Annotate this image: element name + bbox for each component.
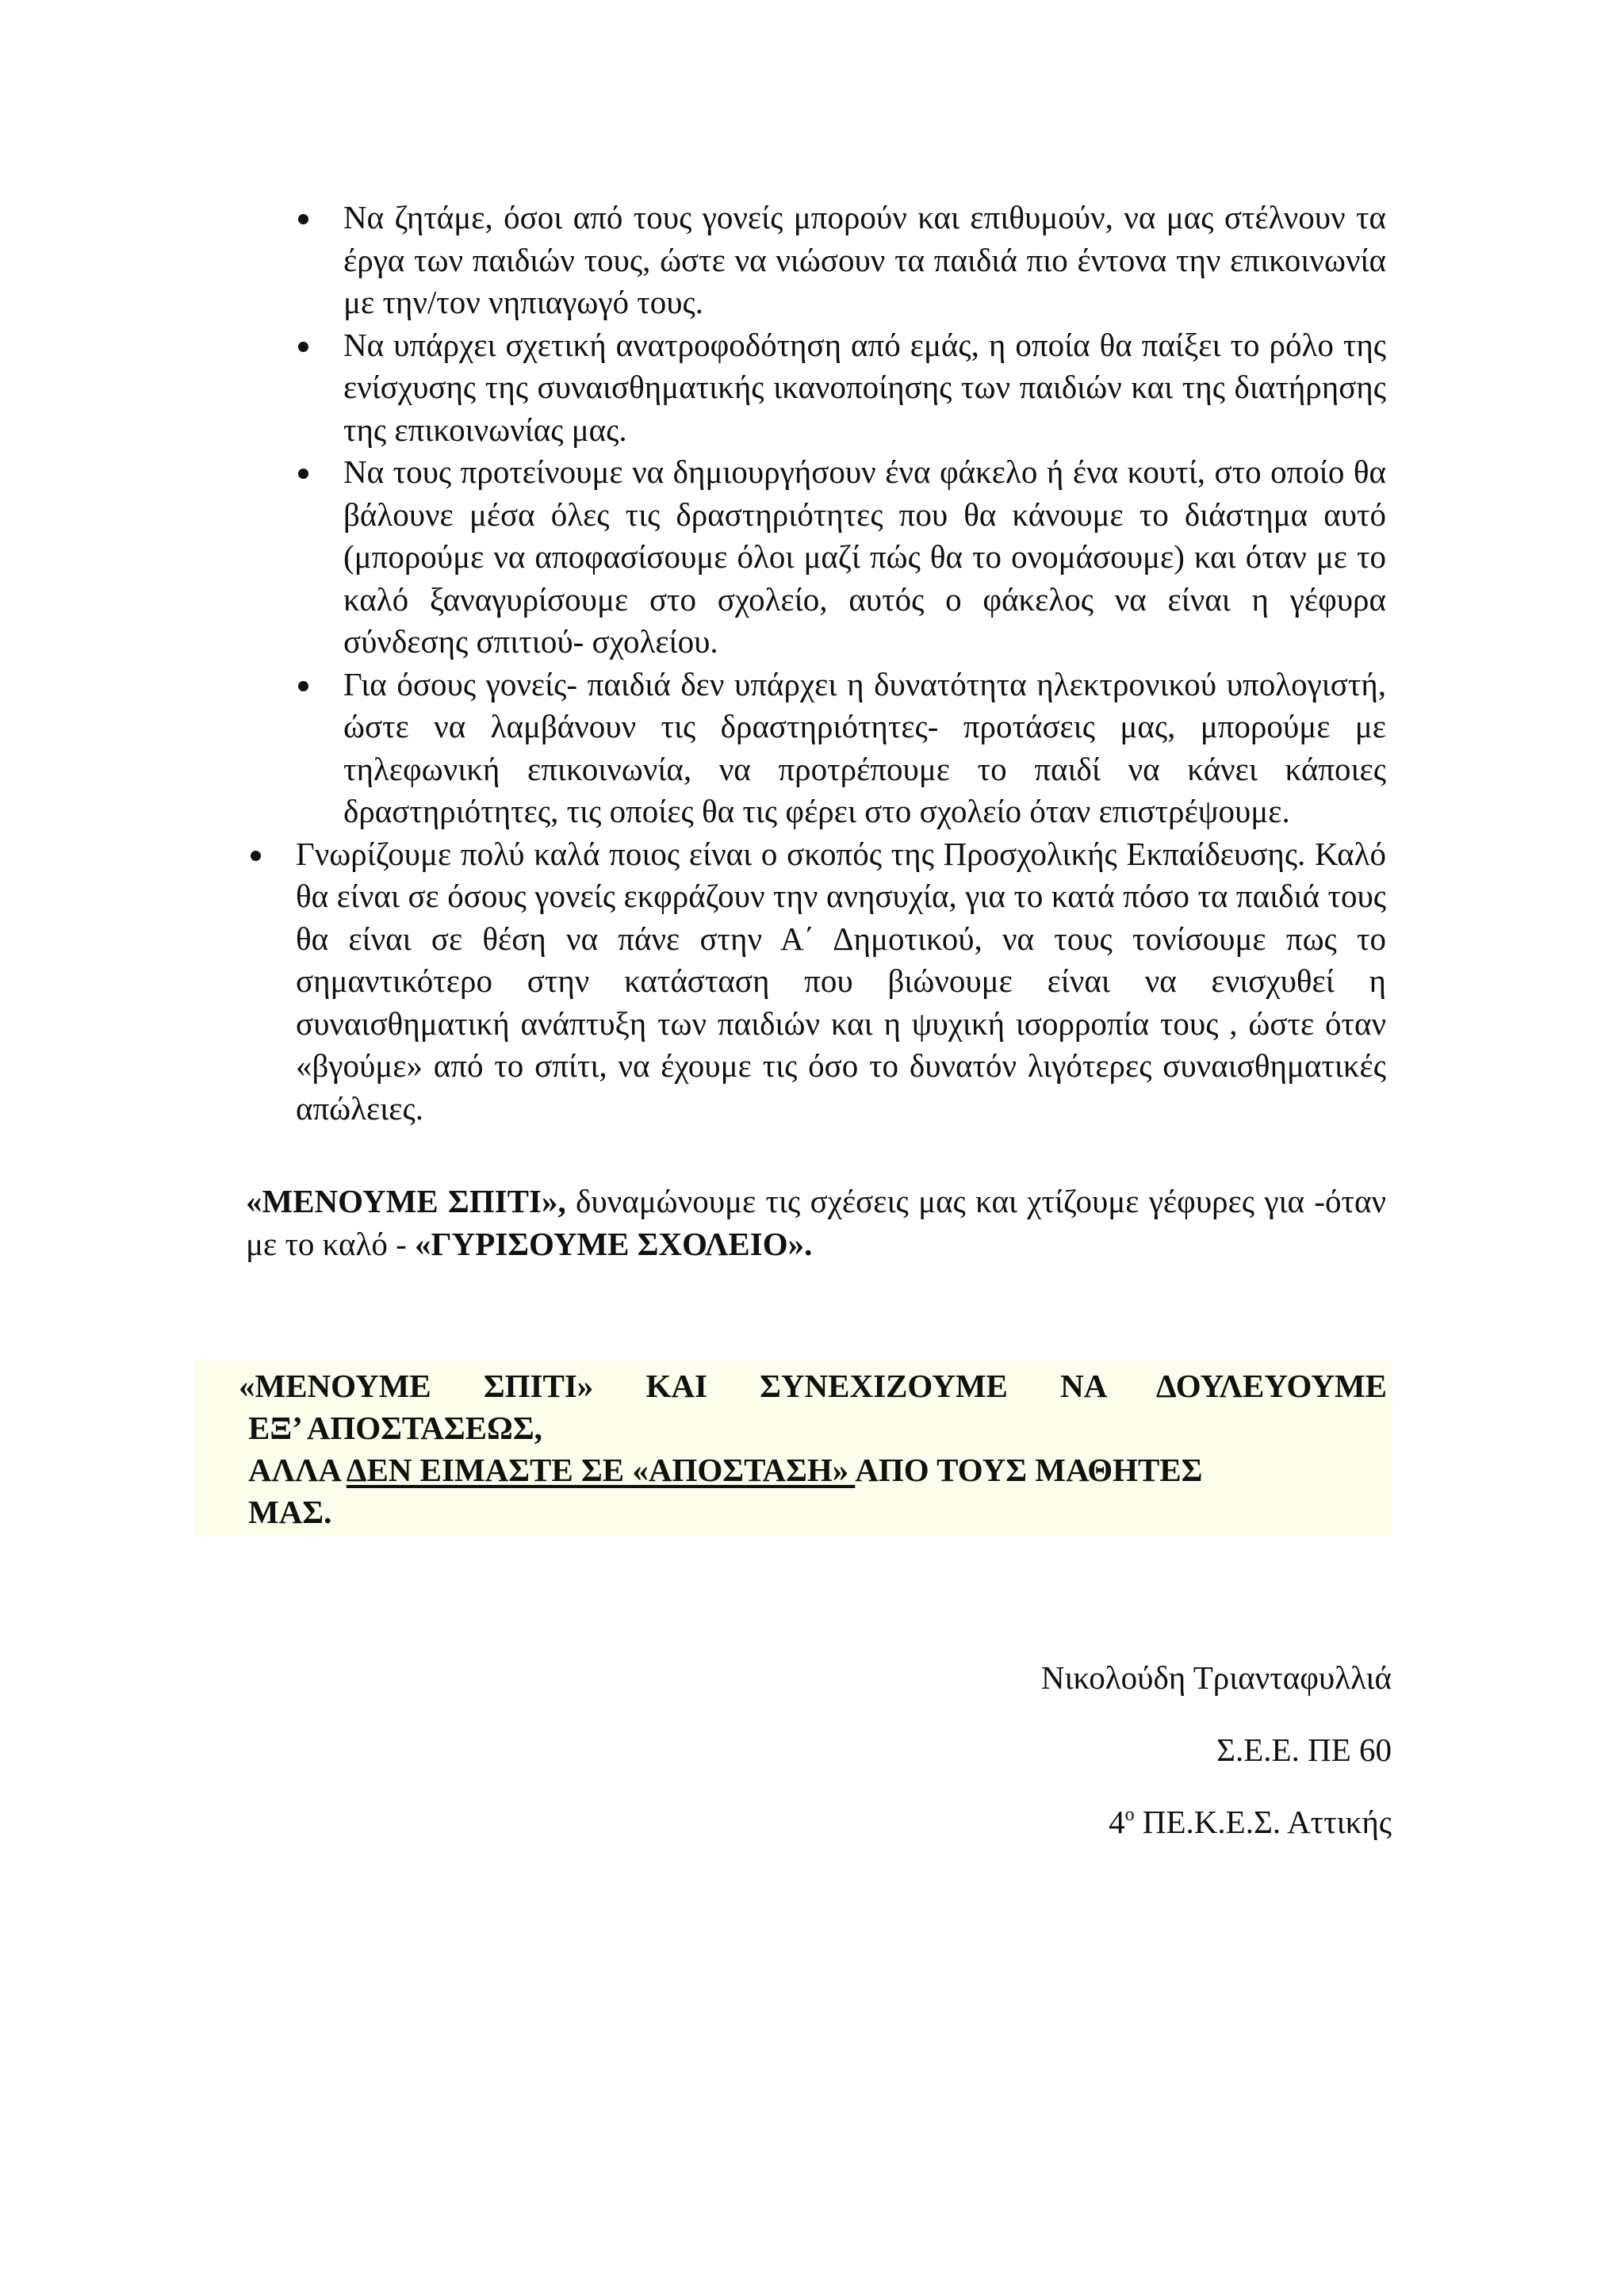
list-item [246,197,1386,324]
list-item [246,324,1386,452]
banner-line-1: «ΜΕΝΟΥΜΕ ΣΠΙΤΙ» ΚΑΙ ΣΥΝΕΧΙΖΟΥΜΕ ΝΑ ΔΟΥΛΕΥΟΥΜΕ [239,1368,1387,1404]
list-item [246,451,1386,664]
signature-block [1041,1657,1392,1873]
bullet-icon [298,214,308,224]
closing-bold-start: «ΜΕΝΟΥΜΕ ΣΠΙΤΙ», [246,1183,566,1219]
bullet-list [246,197,1386,1130]
signature-title: Σ.Ε.Ε. ΠΕ 60 [1216,1732,1392,1768]
banner-line-3-end: ΑΠΟ ΤΟΥΣ ΜΑΘΗΤΕΣ [855,1452,1203,1488]
banner-line-3-start: ΑΛΛΑ [248,1452,347,1488]
list-item [246,833,1386,1131]
signature-org-number: 4 [1109,1804,1125,1840]
signature-org-name: ΠΕ.Κ.Ε.Σ. Αττικής [1134,1804,1392,1840]
signature-organization [1041,1801,1392,1843]
banner-underlined-text: ΔΕΝ ΕΙΜΑΣΤΕ ΣΕ «ΑΠΟΣΤΑΣΗ» [346,1452,856,1488]
list-item-text: Γνωρίζουμε πολύ καλά ποιος είναι ο σκοπός της Προσχολικής Εκπαίδευσης. Καλό θα είναι σε όσους γονείς εκφράζουν την ανησυχία, για το κατά πόσο τα παιδιά τους θα είναι σε θέση να πάνε στην Α΄ Δημοτικού, να τους τονίσουμε πως το σημαντικότερο στην κατάσταση που βιώνουμε είναι να ενισχυθεί η συναισθηματική ανάπτυξη των παιδιών και η ψυχική ισορροπία τους , ώστε όταν «βγούμε» από το σπίτι, να έχουμε τις όσο το δυνατόν λιγότερες συναισθηματικές απώλειες. [296,835,1386,1127]
banner-line-4: ΜΑΣ. [248,1494,332,1530]
signature-name: Νικολούδη Τριανταφυλλιά [1040,1659,1392,1696]
closing-paragraph [246,1181,1386,1265]
body-text [246,197,1386,1298]
signature-org-superscript: ο [1124,1804,1135,1825]
banner-line-2: ΕΞ’ ΑΠΟΣΤΑΣΕΩΣ, [248,1410,542,1446]
list-item [246,664,1386,833]
bullet-icon [298,681,308,691]
banner-text [239,1365,1387,1533]
list-item-text: Να τους προτείνουμε να δημιουργήσουν ένα φάκελο ή ένα κουτί, στο οποίο θα βάλουνε μέσα όλες τις δραστηριότητες που θα κάνουμε το διάστημα αυτό (μπορούμε να αποφασίσουμε όλοι μαζί πώς θα το ονομάσουμε) και όταν με το καλό ξαναγυρίσουμε στο σχολείο, αυτός ο φάκελος να είναι η γέφυρα σύνδεσης σπιτιού- σχολείου. [343,453,1386,660]
closing-bold-end: «ΓΥΡΙΣΟΥΜΕ ΣΧΟΛΕΙΟ». [415,1225,813,1262]
bullet-icon [298,342,308,352]
list-item-text: Να ζητάμε, όσοι από τους γονείς μπορούν και επιθυμούν, να μας στέλνουν τα έργα των παιδιών τους, ώστε να νιώσουν τα παιδιά πιο έντονα την επικοινωνία με την/τον νηπιαγωγό τους. [343,199,1386,320]
bullet-icon [298,469,308,479]
list-item-text: Για όσους γονείς- παιδιά δεν υπάρχει η δυνατότητα ηλεκτρονικού υπολογιστή, ώστε να λαμβάνουν τις δραστηριότητες- προτάσεις μας, μπορούμε με τηλεφωνική επικοινωνία, να προτρέπουμε το παιδί να κάνει κάποιες δραστηριότητες, τις οποίες θα τις φέρει στο σχολείο όταν επιστρέψουμε. [343,665,1386,829]
closing-middle: δυναμώνουμε τις σχέσεις μας και χτίζουμε γέφυρες για -όταν με το καλό - [246,1183,1387,1262]
banner-line-3 [239,1449,1387,1491]
list-item-text: Να υπάρχει σχετική ανατροφοδότηση από εμάς, η οποία θα παίξει το ρόλο της ενίσχυσης της συναισθηματικής ικανοποίησης των παιδιών και της διατήρησης της επικοινωνίας μας. [343,326,1386,448]
highlight-banner [194,1360,1392,1536]
bullet-icon [251,851,261,861]
